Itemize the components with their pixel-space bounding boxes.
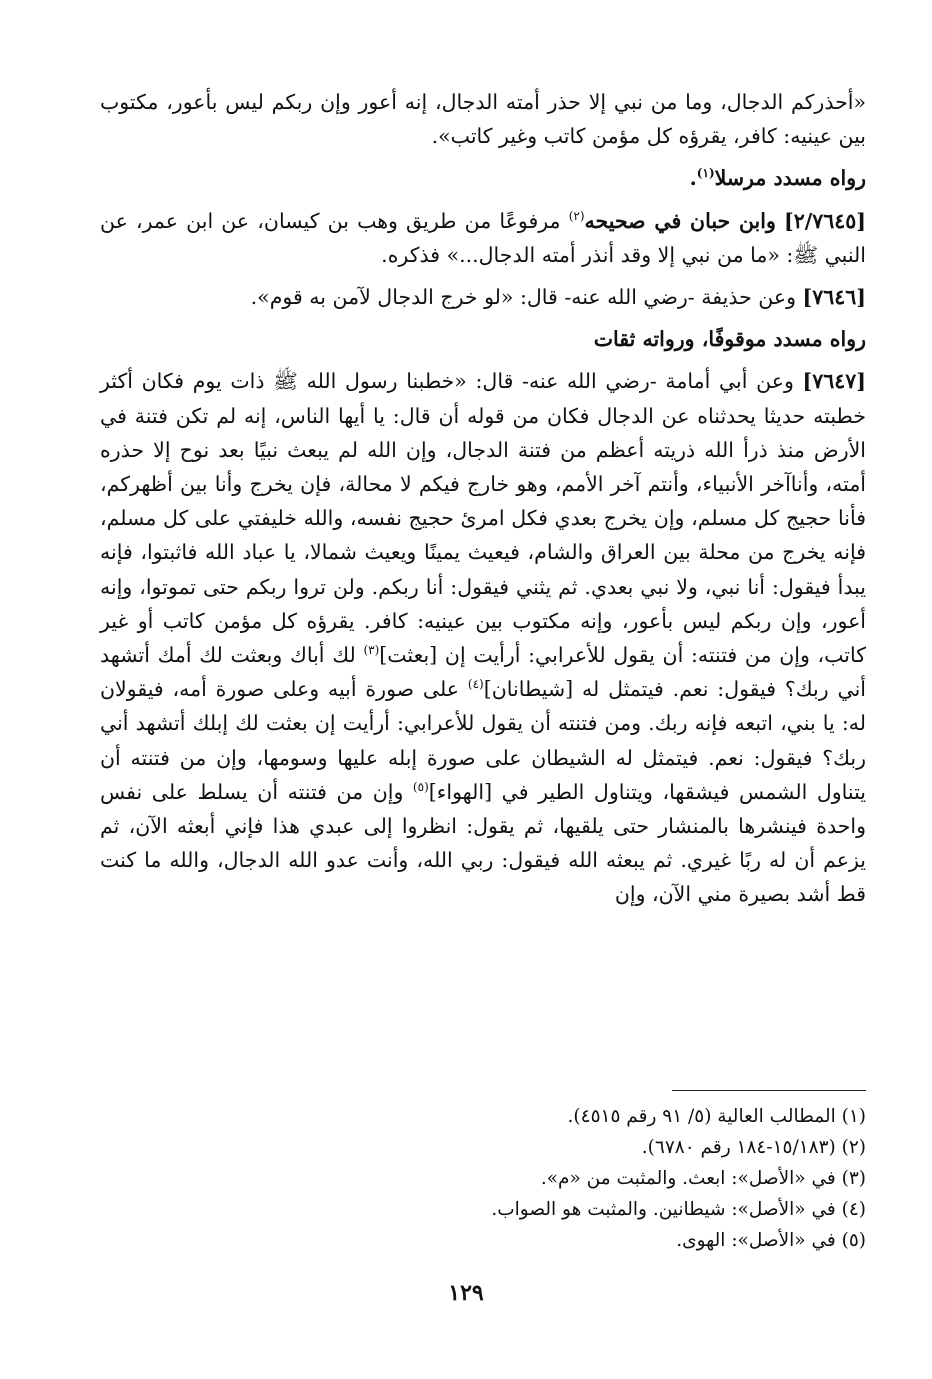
emended-word: [الهواء]: [428, 779, 493, 804]
paragraph-text: «أحذركم الدجال، وما من نبي إلا حذر أمته الدجال، إنه أعور وإن ربكم ليس بأعور، مكتوب بين عينيه: كافر، يقرؤه كل مؤمن كاتب وغير كاتب».: [100, 90, 866, 149]
footnote-ref[interactable]: (٤): [467, 677, 484, 692]
paragraph-text: لك أباك وبعثت لك أمك أتشهد أني ربك؟ فيقول: نعم. فيتمثل له: [100, 643, 866, 702]
footnote-ref[interactable]: (٣): [363, 643, 380, 658]
page-number: ١٢٩: [448, 1280, 484, 1306]
main-text: [100, 85, 866, 912]
paragraph-text: وإن من فتنته أن يسلط على نفس واحدة فينشرها بالمنشار حتى يلقيها، ثم يقول: انظروا إلى عبدي هذا فإني أبعثه الآن، ثم يزعم أن له ربًا غيري. ثم يبعثه الله فيقول: ربي الله، وأنت عدو الله الدجال، والله ما كنت قط أشد بصيرة مني الآن، وإن: [100, 779, 866, 907]
source-text: رواه مسدد مرسلا: [714, 166, 866, 191]
footnote-divider: [672, 1090, 866, 1091]
source-line: [100, 322, 866, 356]
footnote-ref[interactable]: (٢): [568, 208, 585, 223]
footnote-item: (١) المطالب العالية (٥/ ٩١ رقم ٤٥١٥).: [567, 1106, 866, 1127]
source-text: رواه مسدد موقوفًا، ورواته ثقات: [593, 327, 866, 352]
hadith-7647: [100, 364, 866, 911]
paragraph-text: على صورة أبيه وعلى صورة أمه، فيقولان له: يا بني، اتبعه فإنه ربك. ومن فتنته أن يقول للأعرابي: أرأيت إن بعثت لك إبلك أتشهد أني ربك؟ فيقول: نعم. فيتمثل له الشيطان على صورة إبله عليها وسومها، وإن من فتنته أن يتناول الشمس فيشقها، ويتناول الطير في: [100, 677, 866, 804]
source-line: [100, 161, 866, 195]
footnote-item: (٥) في «الأصل»: الهوى.: [676, 1230, 866, 1251]
footnotes: [100, 1101, 866, 1256]
emended-word: [بعثت]: [379, 643, 438, 668]
hadith-number: [٧٦٤٦]: [802, 285, 866, 310]
footnote-item: (٢) (١٥/١٨٣-١٨٤ رقم ٦٧٨٠).: [641, 1137, 866, 1158]
hadith-number: [٧٦٤٧]: [802, 369, 866, 394]
footnote-ref[interactable]: (١): [696, 166, 715, 181]
footnote-ref[interactable]: (٥): [412, 780, 429, 795]
footnote-item: (٤) في «الأصل»: شيطانين. والمثبت هو الصواب.: [491, 1199, 866, 1220]
hadith-text-continued: [100, 85, 866, 153]
footnote-item: (٣) في «الأصل»: ابعث. والمثبت من «م».: [540, 1168, 866, 1189]
hadith-7645-2: [100, 204, 866, 272]
paragraph-text: وعن أبي أمامة -رضي الله عنه- قال: «خطبنا رسول الله ﷺ ذات يوم فكان أكثر خطبته حديثا يحدثناه عن الدجال فكان من قوله أن قال: يا أيها الناس، إنه لم تكن فتنة في الأرض منذ ذرأ الله ذريته أعظم من فتنة الدجال، وإن الله لم يبعث نبيًا بعد نوح إلا حذره أمته، وأناآخر الأنبياء، وأنتم آخر الأمم، وهو خارج فيكم لا محالة، فإن يخرج وأنا بين أظهركم، فأنا حجيج كل مسلم، وإن يخرج بعدي فكل امرئ حجيج نفسه، والله خليفتي على كل مسلم، فإنه يخرج من محلة بين العراق والشام، فيعيث يمينًا ويعيث شمالا، يا عباد الله فاثبتوا، فإنه يبدأ فيقول: أنا نبي، ولا نبي بعدي. ثم يثني فيقول: أنا ربكم. ولن تروا ربكم حتى تموتوا، وإنه أعور، وإن ربكم ليس بأعور، وإنه مكتوب بين عينيه: كافر. يقرؤه كل مؤمن كاتب أو غير كاتب، وإن من فتنته: أن يقول للأعرابي: أرأيت إن: [100, 369, 866, 668]
hadith-number: [٢/٧٦٤٥]: [784, 208, 866, 233]
paragraph-text: وعن حذيفة -رضي الله عنه- قال: «لو خرج الدجال لآمن به قوم».: [250, 285, 797, 310]
source-name: وابن حبان في صحيحه: [584, 208, 776, 233]
hadith-7646: [100, 280, 866, 314]
punctuation: .: [689, 166, 697, 191]
emended-word: [شيطانان]: [483, 677, 574, 702]
paragraph-text: مرفوعًا من طريق وهب بن كيسان، عن ابن عمر، عن النبي ﷺ: «ما من نبي إلا وقد أنذر أمته الدجال...» فذكره.: [100, 208, 866, 267]
